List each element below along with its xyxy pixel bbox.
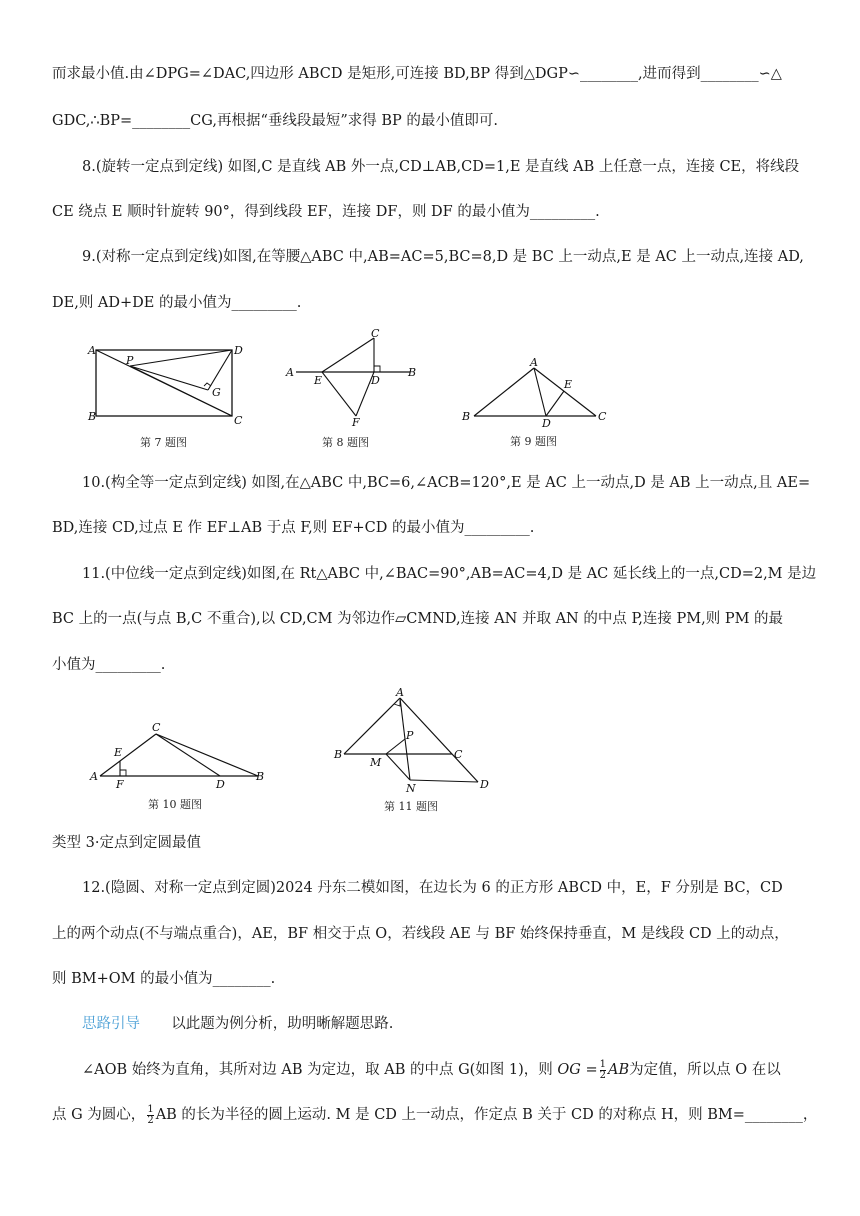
problem-8-line-2: CE 绕点 E 顺时针旋转 90°，得到线段 EF，连接 DF，则 DF 的最小值为_________. bbox=[52, 204, 600, 220]
label-B: B bbox=[462, 410, 471, 423]
caption-fig8: 第 8 题图 bbox=[322, 436, 369, 449]
caption-fig9: 第 9 题图 bbox=[510, 435, 557, 448]
label-E: E bbox=[114, 746, 123, 759]
fraction-half-2 bbox=[147, 1105, 153, 1126]
label-A: A bbox=[530, 356, 538, 369]
text-line-1: 而求最小值.由∠DPG=∠DAC,四边形 ABCD 是矩形,可连接 BD,BP 得到△DGP∽________,进而得到________∽△ bbox=[52, 66, 782, 82]
label-E: E bbox=[564, 378, 573, 391]
label-P: P bbox=[126, 354, 134, 367]
problem-10-line-2: BD,连接 CD,过点 E 作 EF⊥AB 于点 F,则 EF+CD 的最小值为_________. bbox=[52, 520, 535, 536]
problem-11-line-2: BC 上的一点(与点 B,C 不重合),以 CD,CM 为邻边作▱CMND,连接 AN 并取 AN 的中点 P,连接 PM,则 PM 的最 bbox=[52, 611, 784, 627]
label-D: D bbox=[371, 374, 380, 387]
analysis-text-d: AB 的长为半径的圆上运动. M 是 CD 上一动点，作定点 B 关于 CD 的对称点 H，则 BM=________， bbox=[155, 1107, 818, 1123]
analysis-text-b: 为定值，所以点 O 在以 bbox=[629, 1062, 781, 1078]
problem-11-line-3: 小值为_________. bbox=[52, 657, 166, 673]
analysis-text-a: ∠AOB 始终为直角，其所对边 AB 为定边，取 AB 的中点 G(如图 1)，则 bbox=[82, 1062, 558, 1078]
hint-line bbox=[82, 1014, 812, 1034]
figure-7 bbox=[86, 338, 246, 430]
label-E: E bbox=[314, 374, 323, 387]
hint-label: 思路引导 bbox=[82, 1016, 140, 1032]
label-A: A bbox=[88, 344, 96, 357]
label-D: D bbox=[542, 417, 551, 428]
label-C: C bbox=[152, 721, 161, 734]
label-B: B bbox=[256, 770, 265, 783]
problem-12-line-1: 12.(隐圆、对称一定点到定圆)2024 丹东二模如图，在边长为 6 的正方形 ABCD 中，E，F 分别是 BC，CD bbox=[82, 880, 783, 896]
problem-9-line-2: DE,则 AD+DE 的最小值为_________. bbox=[52, 295, 302, 311]
hint-text: 以此题为例分析，助明晰解题思路. bbox=[171, 1016, 394, 1032]
label-C: C bbox=[454, 748, 463, 761]
figure-10 bbox=[86, 718, 272, 792]
caption-fig11: 第 11 题图 bbox=[384, 800, 438, 813]
frac-den-2: 2 bbox=[147, 1114, 154, 1126]
figure-11 bbox=[330, 686, 494, 794]
section-heading-type3: 类型 3·定点到定圆最值 bbox=[52, 835, 201, 851]
label-B: B bbox=[334, 748, 343, 761]
analysis-line-2 bbox=[52, 1103, 818, 1127]
label-C: C bbox=[234, 414, 243, 427]
problem-12-line-3: 则 BM+OM 的最小值为________. bbox=[52, 971, 276, 987]
label-N: N bbox=[406, 782, 416, 794]
problem-8-line-1: 8.(旋转一定点到定线) 如图,C 是直线 AB 外一点,CD⊥AB,CD=1,E 是直线 AB 上任意一点，连接 CE，将线段 bbox=[82, 159, 800, 175]
label-A: A bbox=[396, 686, 404, 699]
label-C: C bbox=[371, 328, 380, 340]
problem-12-line-2: 上的两个动点(不与端点重合)，AE，BF 相交于点 O，若线段 AE 与 BF 始终保持垂直，M 是线段 CD 上的动点， bbox=[52, 926, 789, 942]
frac-num: 1 bbox=[599, 1058, 607, 1070]
label-F: F bbox=[116, 778, 124, 791]
fraction-half bbox=[600, 1060, 606, 1081]
label-G: G bbox=[212, 386, 221, 399]
problem-9-line-1: 9.(对称一定点到定线)如图,在等腰△ABC 中,AB=AC=5,BC=8,D 是 BC 上一动点,E 是 AC 上一动点,连接 AD, bbox=[82, 249, 804, 265]
label-A: A bbox=[90, 770, 98, 783]
figure-8 bbox=[280, 328, 420, 430]
problem-11-line-1: 11.(中位线一定点到定线)如图,在 Rt△ABC 中,∠BAC=90°,AB=AC=4,D 是 AC 延长线上的一点,CD=2,M 是边 bbox=[82, 566, 817, 582]
frac-num-2: 1 bbox=[147, 1103, 154, 1115]
analysis-eq-rhs: AB bbox=[608, 1062, 630, 1078]
figure-9 bbox=[458, 356, 608, 428]
label-A: A bbox=[286, 366, 294, 379]
label-M: M bbox=[370, 756, 382, 769]
problem-10-line-1: 10.(构全等一定点到定线) 如图,在△ABC 中,BC=6,∠ACB=120°,E 是 AC 上一动点,D 是 AB 上一动点,且 AE= bbox=[82, 475, 811, 491]
analysis-eq-lhs: OG = bbox=[557, 1062, 598, 1078]
frac-den: 2 bbox=[599, 1069, 607, 1081]
label-D: D bbox=[234, 344, 243, 357]
caption-fig7: 第 7 题图 bbox=[140, 436, 187, 449]
analysis-line-1 bbox=[82, 1058, 812, 1082]
caption-fig10: 第 10 题图 bbox=[148, 798, 202, 811]
label-B: B bbox=[88, 410, 97, 423]
label-D: D bbox=[216, 778, 225, 791]
label-B: B bbox=[408, 366, 417, 379]
label-C: C bbox=[598, 410, 607, 423]
label-P: P bbox=[406, 729, 414, 742]
text-line-2: GDC,∴BP=________CG,再根据“垂线段最短”求得 BP 的最小值即可. bbox=[52, 113, 499, 129]
analysis-text-c: 点 G 为圆心， bbox=[52, 1107, 146, 1123]
label-F: F bbox=[352, 416, 360, 429]
label-D: D bbox=[480, 778, 489, 791]
